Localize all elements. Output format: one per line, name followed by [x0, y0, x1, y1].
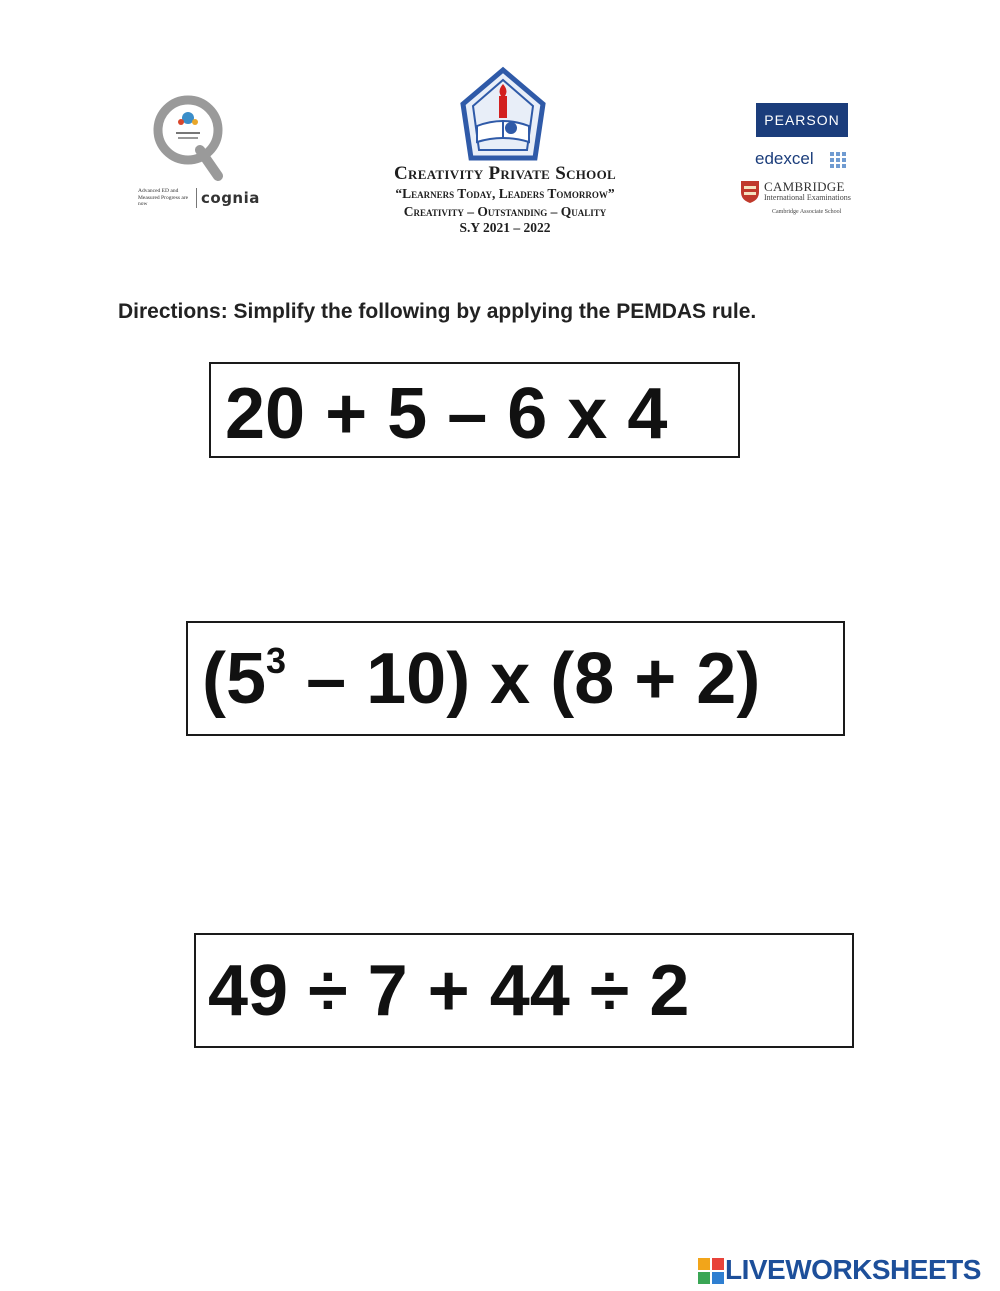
- cognia-badge-text: Advanced ED and Measured Progress are now: [138, 188, 189, 207]
- cognia-logo: [138, 186, 268, 212]
- pearson-logo: PEARSON: [756, 103, 848, 137]
- expression-3: 49 ÷ 7 + 44 ÷ 2: [208, 951, 690, 1031]
- cambridge-note: Cambridge Associate School: [772, 209, 842, 215]
- expression-box-1: [209, 362, 740, 458]
- expression-2: [202, 639, 761, 719]
- expression-box-3: [194, 933, 854, 1048]
- divider: [196, 188, 197, 208]
- cambridge-name: CAMBRIDGE: [764, 179, 845, 194]
- school-values: Creativity – Outstanding – Quality: [403, 204, 607, 219]
- liveworksheets-logo-icon: [698, 1258, 724, 1284]
- cambridge-subtitle: International Examinations: [764, 193, 851, 202]
- expression-2-exponent: 3: [266, 640, 287, 681]
- edexcel-dots-icon: [830, 152, 848, 168]
- expression-2-rest: – 10) x (8 + 2): [286, 639, 761, 719]
- expression-box-2: [186, 621, 845, 736]
- directions-text: Directions: Simplify the following by applying the PEMDAS rule.: [118, 300, 757, 323]
- cambridge-shield-icon: [740, 180, 760, 204]
- q-accreditation-logo: [150, 92, 230, 182]
- school-year: S.Y 2021 – 2022: [459, 220, 551, 235]
- edexcel-logo: edexcel: [755, 149, 814, 168]
- cognia-wordmark: cognia: [201, 189, 260, 207]
- school-crest-logo: [455, 66, 551, 162]
- liveworksheets-brand[interactable]: LIVEWORKSHEETS: [725, 1254, 981, 1285]
- expression-2-base: (5: [202, 639, 267, 719]
- school-motto: “Learners Today, Leaders Tomorrow”: [395, 186, 615, 201]
- expression-1: 20 + 5 – 6 x 4: [225, 374, 668, 454]
- school-name: Creativity Private School: [394, 163, 616, 184]
